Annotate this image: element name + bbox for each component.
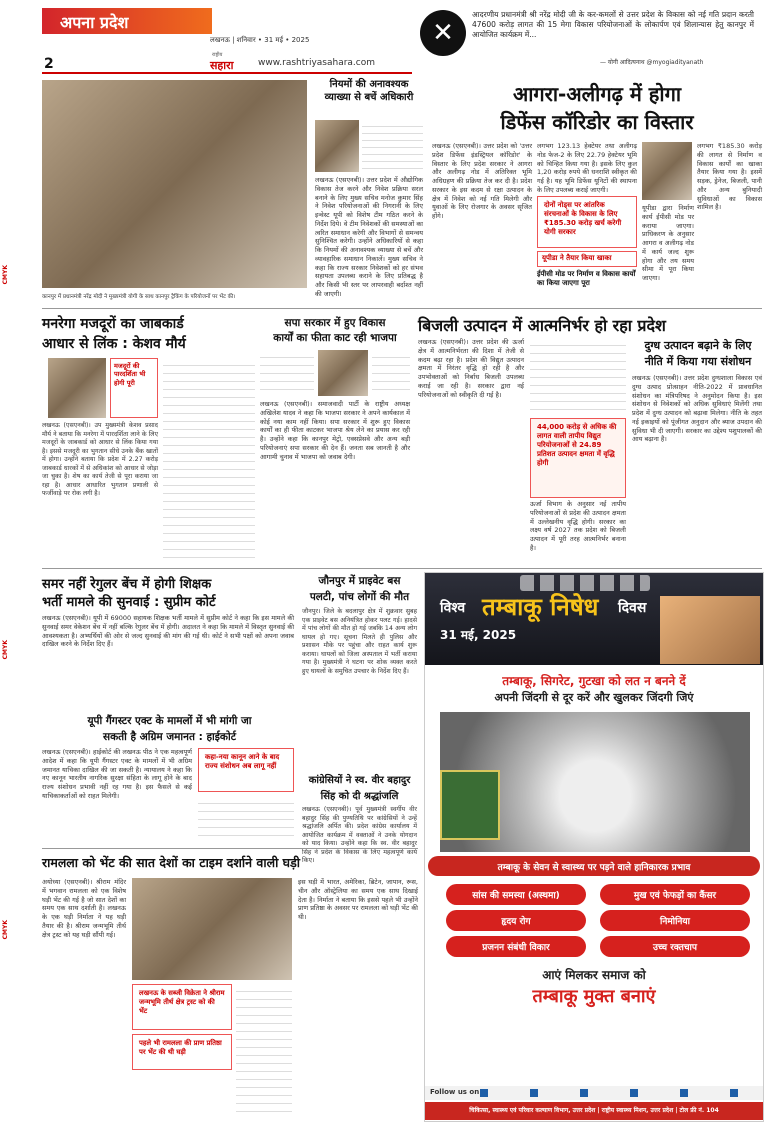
akhilesh-photo [318, 350, 368, 396]
samar-body: लखनऊ (एसएनबी)। यूपी में 69000 सहायक शिक्षक भर्ती मामले में सुप्रीम कोर्ट ने कहा कि इस मामले की सुनवाई समर वेकेशन बेंच में नहीं बल्कि रेगुलर बेंच में होगी। अदालत ने कहा कि मामले में विस्तृत सुनवाई की आवश्यकता है। अभ्यर्थियों की ओर से जल्द सुनवाई की मांग की गई थी। कोर्ट ने सभी पक्षों को अपना जवाब दाखिल करने के निर्देश दिए हैं। [42, 614, 294, 649]
niyam-headline: नियमों की अनावश्यक व्याख्या से बचें अधिकारी [324, 79, 414, 103]
website: www.rashtriyasahara.com [258, 58, 376, 68]
official-photo [315, 120, 359, 172]
gangster-headline-2: सकती है अग्रिम जमानत : हाईकोर्ट [103, 731, 236, 743]
samar-headline-2: भर्ती मामले की सुनवाई : सुप्रीम कोर्ट [42, 595, 216, 610]
effect-pneumonia: निमोनिया [600, 910, 750, 931]
manrega-headline-1: मनरेगा मजदूरों का जाबकार्ड [42, 316, 184, 332]
ramlala-box-1: लखनऊ के सब्जी विक्रेता ने श्रीराम जन्मभूमि तीर्थ क्षेत्र ट्रस्ट को की भेंट [132, 984, 232, 1030]
page-number: 2 [44, 56, 54, 72]
yogi-photo [642, 142, 692, 200]
ramlala-body-2: इस घड़ी में भारत, अमेरिका, ब्रिटेन, जापान, रूस, चीन और ऑस्ट्रेलिया का समय एक साथ दिखाई देता है। निर्माता ने बताया कि इससे पहले भी उन्होंने प्राण प्रतिष्ठा के अवसर पर रामलला को घड़ी भेंट की थी। [298, 878, 418, 922]
social-icons [480, 1089, 750, 1097]
agra-headline-2: डिफेंस कॉरिडोर का विस्तार [500, 110, 694, 134]
agra-headline-1: आगरा-अलीगढ़ में होगा [512, 82, 682, 106]
photo-caption: कानपुर में प्रधानमंत्री नरेंद्र मोदी ने मुख्यमंत्री योगी के साथ कानपुर ट्रैकिंग के परियोजनों पर भेंट की। [42, 294, 236, 300]
section-title: अपना प्रदेश [60, 13, 129, 32]
jaunpur-headline-2: पलटी, पांच लोगों की मौत [309, 591, 410, 603]
sapa-body-top [260, 350, 314, 396]
bijli-body-top [530, 338, 626, 414]
congress-body: लखनऊ (एसएनबी)। पूर्व मुख्यमंत्री स्वर्गीय वीर बहादुर सिंह की पुण्यतिथि पर कांग्रेसियों ने उन्हें श्रद्धांजलि अर्पित की। प्रदेश कांग्रेस कार्यालय में आयोजित कार्यक्रम में वक्ताओं ने उनके योगदान को याद किया। उन्होंने कहा कि स्व. वीर बहादुर सिंह ने प्रदेश के विकास के लिए महत्वपूर्ण कार्य किए। [302, 806, 417, 864]
ad-footer: चिकित्सा, स्वास्थ्य एवं परिवार कल्याण विभाग, उत्तर प्रदेश | राष्ट्रीय स्वास्थ्य मिशन, उत्तर प्रदेश | टोल फ्री नं. 104 [469, 1107, 719, 1114]
gangster-box: कहा-नया कानून आने के बाद राज्य संशोधन अब लागू नहीं [198, 748, 294, 792]
agra-body-2: लगभग 123.13 हेक्टेयर तथा अलीगढ़ नोड फेज-2 के लिए 22.79 हेक्टेयर भूमि को चिन्हित किया गया है। इसके लिए कुल 1,20 करोड़ रुपये की धनराशि स्वीकृत की गई है। यह भूमि डिफेंस यूनिटों की स्थापना के लिए उपलब्ध कराई जाएगी। [537, 142, 637, 194]
niyam-body-top [362, 120, 423, 172]
sapa-headline-2: कार्यों का फीता काट रही भाजपा [273, 332, 397, 344]
agra-highlight-box: दोनों नोड्स पर आंतरिक संरचनाओं के विकास के लिए ₹185.30 करोड़ खर्च करेगी योगी सरकार [537, 196, 637, 248]
cmyk-mark-2: CMYK [2, 640, 9, 660]
gangster-body: लखनऊ (एसएनबी)। हाईकोर्ट की लखनऊ पीठ ने एक महत्वपूर्ण आदेश में कहा कि यूपी गैंगस्टर एक्ट के मामलों में भी अग्रिम जमानत याचिका दाखिल की जा सकती है। न्यायालय ने कहा कि नए कानून भारतीय नागरिक सुरक्षा संहिता के लागू होने के बाद राज्य संशोधन प्रभावी नहीं रह गया है। इस फैसले से कई याचिकाकर्ताओं को राहत मिलेगी। [42, 748, 192, 800]
ramlala-box-2: पहले भी रामलला की प्राण प्रतिष्ठा पर भेंट की थी घड़ी [132, 1034, 232, 1070]
brand-logo: सहारा [210, 59, 234, 72]
x-logo-icon: ✕ [420, 10, 466, 56]
manrega-body-2 [163, 358, 255, 562]
niyam-body: लखनऊ (एसएनबी)। उत्तर प्रदेश में औद्योगिक विकास तेज करने और निवेश प्रक्रिया सरल बनाने के लिए मुख्य सचिव मनोज कुमार सिंह ने निवेश परियोजनाओं की निगरानी के लिए इन्वेस्ट यूपी को विशेष टीम गठित करने के निर्देश दिये। वे टीम निवेशकों की समस्याओं का त्वरित समाधान करेगी और विभागों से समन्वय सुनिश्चित करेगी। उन्होंने अधिकारियों से कहा कि नियमों की अनावश्यक व्याख्या से बचें और व्यावहारिक समाधान निकालें। मुख्य सचिव ने कहा कि राज्य सरकार निवेशकों को हर संभव सहायता उपलब्ध कराने के लिए प्रतिबद्ध है और किसी भी स्तर पर लापरवाही बर्दाश्त नहीं की जाएगी। [315, 176, 423, 298]
effect-heart: हृदय रोग [446, 910, 586, 931]
agra-body-3b: यूपीडा द्वारा निर्माण कार्य ईपीसी मोड पर कराया जाएगा। प्राधिकरण के अनुसार आगरा व अलीगढ़ नोड में कार्य जल्द शुरू होगा और तय समय सीमा में पूरा किया जाएगा। [642, 204, 694, 283]
keshav-photo [48, 358, 106, 418]
ad-vishva: विश्व [440, 600, 466, 616]
gangster-body-2 [198, 796, 294, 842]
follow-label: Follow us on [430, 1088, 480, 1096]
ramlala-body-1: अयोध्या (एसएनबी)। श्रीराम मंदिर में भगवान रामलला को एक विशेष घड़ी भेंट की गई है जो सात देशों का समय एक साथ दर्शाती है। लखनऊ के एक घड़ी निर्माता ने यह घड़ी तैयार की है। श्रीराम जन्मभूमि तीर्थ क्षेत्र ट्रस्ट को यह घड़ी सौंपी गई। [42, 878, 126, 939]
dugdh-headline-2: नीति में किया गया संशोधन [644, 355, 752, 368]
tweet-text: आदरणीय प्रधानमंत्री श्री नरेंद्र मोदी जी के कर-कमलों से उत्तर प्रदेश के विकास को नई गति प्रदान करती 47600 करोड़ लागत की 15 मेगा विकास परियोजनाओं के लोकार्पण एवं शिलान्यास हेतु कानपुर में आयोजित कार्यक्रम में... [472, 10, 754, 40]
cta-line-2: तम्बाकू मुक्त बनाएं [532, 986, 656, 1007]
agra-highlight-box-2: यूपीडा ने तैयार किया खाका [537, 251, 637, 267]
manrega-quote-box: मजदूरों की पारदर्शिता भी होगी पूरी [110, 358, 158, 418]
sapa-headline-1: सपा सरकार में हुए विकास [284, 317, 386, 329]
ad-title: तम्बाकू निषेध [482, 593, 599, 621]
jaunpur-headline-1: जौनपुर में प्राइवेट बस [318, 575, 401, 587]
cmyk-mark-3: CMYK [2, 920, 9, 940]
effect-reproductive: प्रजनन संबंधी विकार [446, 936, 586, 957]
samar-headline-1: समर नहीं रेगुलर बेंच में होगी शिक्षक [42, 577, 212, 592]
cmyk-mark-1: CMYK [2, 265, 9, 285]
agra-subhead: ईपीसी मोड पर निर्माण व विकास कार्यों का किया जाएगा पूरा [537, 270, 636, 288]
ad-slogan-2: अपनी जिंदगी से दूर करें और खुलकर जिंदगी जिएं [494, 691, 694, 704]
pm-meeting-photo [42, 80, 307, 288]
ramlala-body-3 [236, 984, 292, 1118]
congress-headline-1: कांग्रेसियों ने स्व. वीर बहादुर [308, 775, 411, 786]
brand-top: राष्ट्रीय [212, 52, 223, 58]
agra-body-3: लगभग ₹185.30 करोड़ की लागत से निर्माण व विकास कार्यों का खाका तैयार किया गया है। इसमें सड़क, ड्रेनेज, बिजली, पानी और अन्य बुनियादी सुविधाओं का विकास शामिल है। [697, 142, 762, 212]
sapa-body: लखनऊ (एसएनबी)। समाजवादी पार्टी के राष्ट्रीय अध्यक्ष अखिलेश यादव ने कहा कि भाजपा सरकार ने अपने कार्यकाल में कोई नया काम नहीं किया। सपा सरकार में शुरू हुए विकास कार्यों का ही फीता काटकर भाजपा श्रेय लेने का प्रयास कर रही है। उन्होंने कहा कि कानपुर मेट्रो, एक्सप्रेसवे और अन्य बड़ी परियोजनाएं सपा सरकार की देन हैं। जनता सब जानती है और आगामी चुनाव में भाजपा को जवाब देगी। [260, 400, 410, 461]
congress-headline-2: सिंह को दी श्रद्धांजलि [320, 791, 399, 802]
gangster-headline-1: यूपी गैंगस्टर एक्ट के मामलों में भी मांगी जा [87, 715, 252, 727]
pack-graphic [440, 770, 500, 840]
effect-cancer: मुख एवं फेफड़ों का कैंसर [600, 884, 750, 905]
bijli-headline: बिजली उत्पादन में आत्मनिर्भर हो रहा प्रदेश [418, 316, 666, 335]
bijli-highlight-box: 44,000 करोड़ से अधिक की लागत वाली तापीय विद्युत परियोजनाओं से 24.89 प्रतिशत उत्पादन क्षमता में वृद्धि होगी [530, 418, 626, 498]
sapa-body-top-2 [372, 350, 410, 396]
dugdh-headline-1: दुग्ध उत्पादन बढ़ाने के लिए [644, 339, 752, 352]
edition-line: लखनऊ | शनिवार • 31 मई • 2025 [210, 36, 310, 44]
jaunpur-body: जौनपुर। जिले के बदलापुर क्षेत्र में शुक्रवार सुबह एक प्राइवेट बस अनियंत्रित होकर पलट गई। हादसे में पांच लोगों की मौत हो गई जबकि 14 अन्य लोग घायल हो गए। सूचना मिलते ही पुलिस और प्रशासन मौके पर पहुंचा और राहत कार्य शुरू कराया। घायलों को जिला अस्पताल में भर्ती कराया गया है। मुख्यमंत्री ने घटना पर शोक व्यक्त करते हुए घायलों के समुचित उपचार के निर्देश दिए हैं। [302, 608, 417, 675]
manrega-body: लखनऊ (एसएनबी)। उप मुख्यमंत्री केशव प्रसाद मौर्य ने बताया कि मनरेगा में पारदर्शिता लाने के लिए मजदूरों के जाबकार्ड को आधार से लिंक किया गया है। इससे मजदूरी का भुगतान सीधे उनके बैंक खातों में होगा। उन्होंने बताया कि प्रदेश में 2.27 करोड़ जाबकार्ड धारकों में से अधिकांश को आधार से जोड़ा जा चुका है। शेष का कार्य तेजी से पूरा कराया जा रहा है। आधार आधारित भुगतान प्रणाली से फर्जीवाड़े पर रोक लगी है। [42, 422, 158, 497]
cta-line-1: आएं मिलकर समाज को [542, 968, 646, 982]
tweet-signature: — योगी आदित्यनाथ @myogiadityanath [600, 59, 704, 66]
effect-bp: उच्च रक्तचाप [600, 936, 750, 957]
effect-asthma: सांस की समस्या (अस्थमा) [446, 884, 586, 905]
ad-divas: दिवस [618, 600, 647, 616]
ad-logos [520, 575, 650, 591]
effects-banner: तम्बाकू के सेवन से स्वास्थ्य पर पड़ने वाले हानिकारक प्रभाव [497, 863, 691, 873]
dugdh-body: लखनऊ (एसएनबी)। उत्तर प्रदेश दुग्धशाला विकास एवं दुग्ध उत्पाद प्रोत्साहन नीति-2022 में प्रावधानित संशोधन का मंत्रिपरिषद ने अनुमोदन किया है। इस संशोधन से निवेशकों को अधिक सुविधाएं मिलेंगी तथा प्रदेश में दुग्ध उत्पादन को बढ़ावा मिलेगा। नीति के तहत नई इकाइयों को पूंजीगत अनुदान और ब्याज उपदान की सुविधा भी दी जाएगी। सरकार का उद्देश्य पशुपालकों की आय बढ़ाना है। [632, 374, 762, 444]
leaders-photo [660, 596, 760, 664]
ramlala-headline: रामलला को भेंट की सात देशों का टाइम दर्शाने वाली घड़ी [42, 855, 300, 870]
bijli-body-2: ऊर्जा विभाग के अनुसार नई तापीय परियोजनाओं से प्रदेश की उत्पादन क्षमता में उल्लेखनीय वृद्धि होगी। सरकार का लक्ष्य वर्ष 2027 तक प्रदेश को बिजली उत्पादन में पूरी तरह आत्मनिर्भर बनाना है। [530, 500, 626, 552]
manrega-headline-2: आधार से लिंक : केशव मौर्य [42, 336, 186, 352]
agra-body-1: लखनऊ (एसएनबी)। उत्तर प्रदेश को 'उत्तर प्रदेश डिफेंस इंडस्ट्रियल कॉरिडोर' के विस्तार के लिए प्रदेश सरकार ने आगरा और अलीगढ़ नोड में अतिरिक्त भूमि अधिग्रहण की प्रक्रिया तेज कर दी है। प्रदेश सरकार के इस कदम से रक्षा उत्पादन के क्षेत्र में निवेश को नई गति मिलेगी और युवाओं के लिए रोजगार के अवसर सृजित होंगे। [432, 142, 532, 221]
bijli-body-1: लखनऊ (एसएनबी)। उत्तर प्रदेश की ऊर्जा क्षेत्र में आत्मनिर्भरता की दिशा में तेजी से कदम बढ़ा रहा है। प्रदेश की विद्युत उत्पादन क्षमता में निरंतर वृद्धि हो रही है और उपभोक्ताओं को निर्बाध बिजली उपलब्ध कराई जा रही है। सरकार द्वारा नई परियोजनाओं को स्वीकृति दी गई है। [418, 338, 524, 399]
ad-date: 31 मई, 2025 [440, 628, 517, 642]
ad-slogan-1: तम्बाकू, सिगरेट, गुटखा को लत न बनने दें [502, 674, 686, 688]
clock-photo [132, 878, 292, 980]
